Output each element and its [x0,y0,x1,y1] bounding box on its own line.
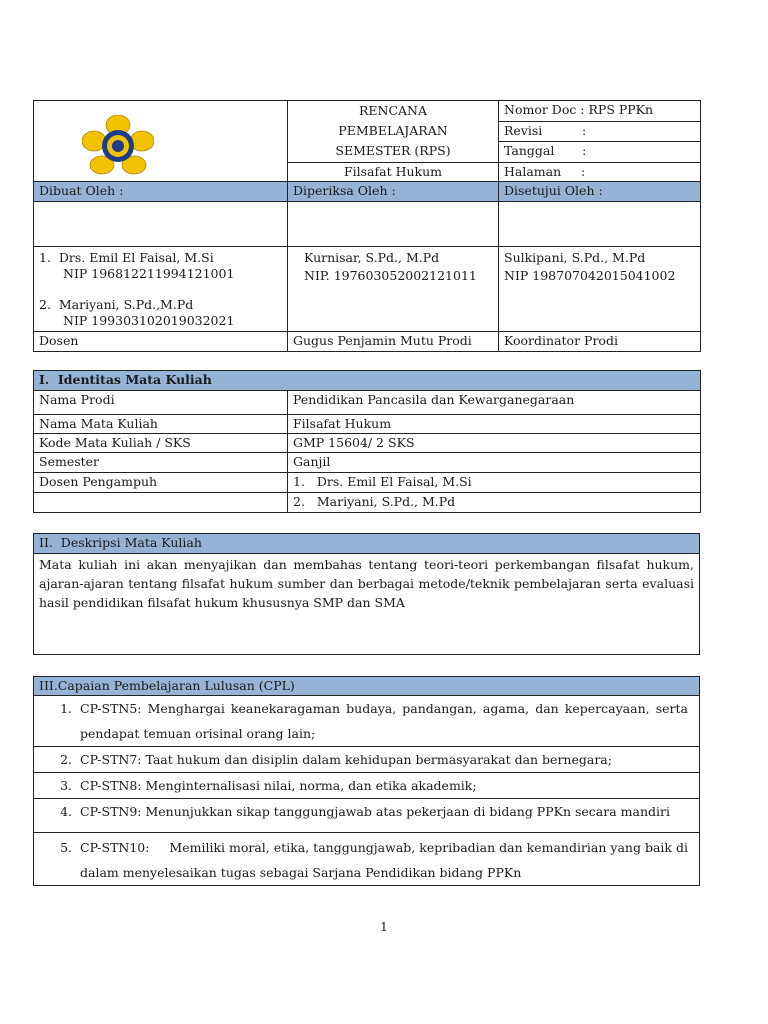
table-row-value: Filsafat Hukum [288,415,701,434]
approver-role: Koordinator Prodi [499,332,701,352]
university-logo-icon [82,115,154,175]
deskripsi-heading: II. Deskripsi Mata Kuliah [34,534,700,554]
list-item [34,773,700,799]
checked-by-heading: Diperiksa Oleh : [288,182,499,202]
doc-page: Halaman : [499,163,701,182]
course-name: Filsafat Hukum [288,163,499,182]
table-row-label: Dosen Pengampuh [34,473,288,493]
list-item-number: 3. [60,778,72,793]
table-row-label: Nama Mata Kuliah [34,415,288,434]
list-item [34,696,700,747]
list-item-number: 5. [60,840,72,855]
list-item-number: 1. [60,701,72,716]
table-row-value: Pendidikan Pancasila dan Kewarganegaraan [288,391,701,415]
list-item-text: CP-STN10: Memiliki moral, etika, tanggungjawab, kepribadian dan kemandirian yang baik di dalam menyelesaikan tugas sebagai Sarjana Pendidikan bidang PPKn [80,840,692,880]
table-row-value: GMP 15604/ 2 SKS [288,434,701,453]
cpl-heading: III.Capaian Pembelajaran Lulusan (CPL) [34,677,700,696]
identitas-table [33,370,701,513]
list-item-text: CP-STN5: Menghargai keanekaragaman budaya, pandangan, agama, dan kepercayaan, serta pendapat temuan orisinal orang lain; [80,701,688,741]
signature-space [499,202,701,247]
table-row-value: Ganjil [288,453,701,473]
list-item-text: CP-STN7: Taat hukum dan disiplin dalam kehidupan bermasyarakat dan bernegara; [80,752,612,767]
logo-cell [34,101,288,182]
list-item [34,833,700,886]
list-item-text: CP-STN9: Menunjukkan sikap tanggungjawab atas pekerjaan di bidang PPKn secara mandiri [80,804,670,819]
checker-name: Kurnisar, S.Pd., M.Pd NIP. 197603052002121011 [288,247,499,332]
table-row-value: 2. Mariyani, S.Pd., M.Pd [288,493,701,513]
approver-name: Sulkipani, S.Pd., M.Pd NIP 198707042015041002 [499,247,701,332]
signature-space [34,202,288,247]
list-item [34,799,700,833]
approved-by-heading: Disetujui Oleh : [499,182,701,202]
deskripsi-table [33,533,700,655]
doc-number: Nomor Doc : RPS PPKn [499,101,701,122]
list-item-number: 2. [60,752,72,767]
doc-revision: Revisi : [499,121,701,142]
deskripsi-text: Mata kuliah ini akan menyajikan dan membahas tentang teori-teori perkembangan filsafat hukum, ajaran-ajaran tentang filsafat hukum sumber dan berbagai metode/teknik pembelajaran serta evaluasi hasil pendidikan filsafat hukum khususnya SMP dan SMA [34,554,700,655]
table-row-label: Nama Prodi [34,391,288,415]
list-item-number: 4. [60,804,72,819]
list-item-text: CP-STN8: Menginternalisasi nilai, norma, dan etika akademik; [80,778,477,793]
table-row-label [34,493,288,513]
table-row-label: Kode Mata Kuliah / SKS [34,434,288,453]
rps-title: RENCANA PEMBELAJARAN SEMESTER (RPS) [288,101,499,163]
list-item [34,747,700,773]
cpl-table [33,676,700,886]
rps-header-table [33,100,701,352]
page-number: 1 [380,920,388,934]
checker-role: Gugus Penjamin Mutu Prodi [288,332,499,352]
table-row-value: 1. Drs. Emil El Faisal, M.Si [288,473,701,493]
identitas-heading: I. Identitas Mata Kuliah [34,371,701,391]
table-row-label: Semester [34,453,288,473]
doc-date: Tanggal : [499,142,701,163]
creators-list: 1. Drs. Emil El Faisal, M.Si NIP 196812211994121001 2. Mariyani, S.Pd.,M.Pd NIP 199303102019032021 [34,247,288,332]
creator-role: Dosen [34,332,288,352]
created-by-heading: Dibuat Oleh : [34,182,288,202]
signature-space [288,202,499,247]
